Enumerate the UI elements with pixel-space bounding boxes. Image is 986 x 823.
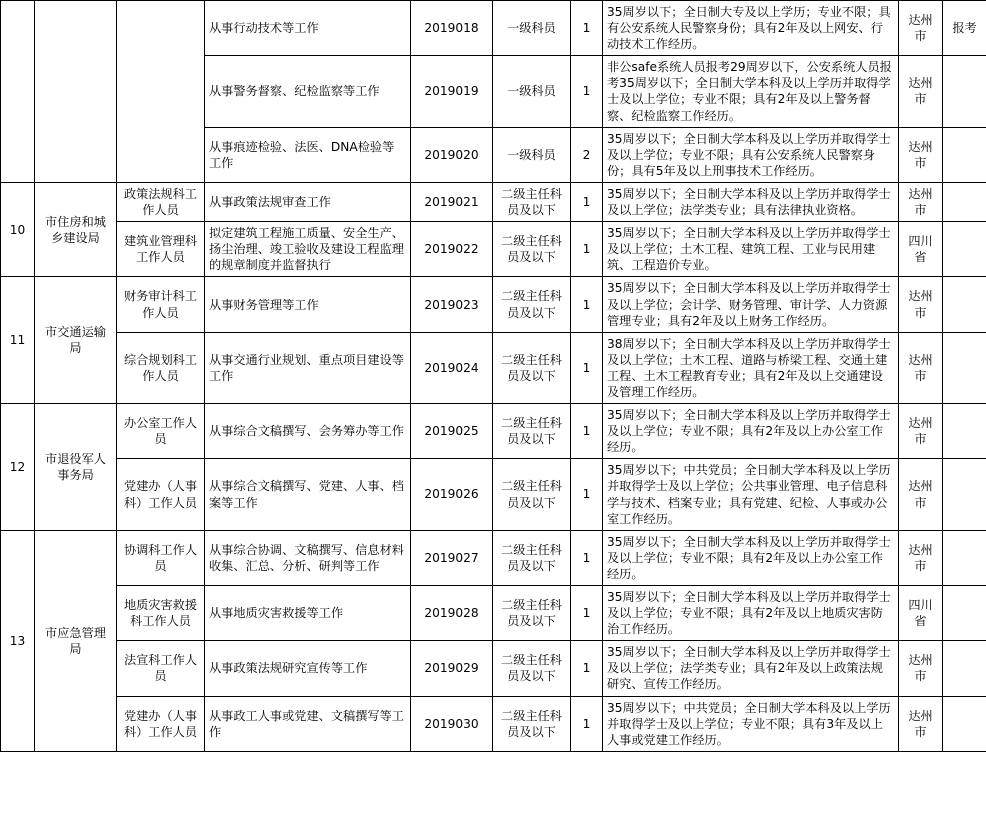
cell-requirements: 35周岁以下；全日制大学本科及以上学历并取得学士及以上学位；土木工程、建筑工程、工业与民用建筑、工程造价专业。 <box>603 222 899 277</box>
cell-rank: 二级主任科员及以下 <box>493 459 571 530</box>
cell-rank: 二级主任科员及以下 <box>493 222 571 277</box>
cell-requirements: 非公safe系统人员报考29周岁以下，公安系统人员报考35周岁以下；全日制大学本科及以上学历并取得学士及以上学位；专业不限；具有2年及以上警务督察、纪检监察工作经历。 <box>603 56 899 127</box>
cell-dept: 市交通运输局 <box>35 277 117 404</box>
table-row <box>1 1 986 56</box>
cell-rank: 一级科员 <box>493 127 571 182</box>
cell-location: 达州市 <box>899 696 943 751</box>
table-row <box>1 696 986 751</box>
cell-code: 2019021 <box>411 182 493 221</box>
cell-requirements: 35周岁以下；全日制大学本科及以上学历并取得学士及以上学位；专业不限；具有2年及以上办公室工作经历。 <box>603 404 899 459</box>
cell-num: 1 <box>571 332 603 403</box>
table-row <box>1 459 986 530</box>
cell-location: 达州市 <box>899 277 943 332</box>
cell-remark <box>943 277 986 332</box>
cell-remark <box>943 530 986 585</box>
cell-location: 四川省 <box>899 586 943 641</box>
cell-code: 2019018 <box>411 1 493 56</box>
cell-post: 党建办（人事科）工作人员 <box>117 696 205 751</box>
cell-location: 达州市 <box>899 404 943 459</box>
cell-no: 13 <box>1 530 35 751</box>
cell-duty: 从事政策法规研究宣传等工作 <box>205 641 411 696</box>
cell-post: 财务审计科工作人员 <box>117 277 205 332</box>
cell-post: 综合规划科工作人员 <box>117 332 205 403</box>
cell-requirements: 35周岁以下；中共党员；全日制大学本科及以上学历并取得学士及以上学位；公共事业管理、电子信息科学与技术、档案专业；具有党建、纪检、人事或办公室工作经历。 <box>603 459 899 530</box>
cell-duty: 从事政工人事或党建、文稿撰写等工作 <box>205 696 411 751</box>
table-row <box>1 530 986 585</box>
cell-location: 达州市 <box>899 641 943 696</box>
cell-remark <box>943 222 986 277</box>
cell-code: 2019027 <box>411 530 493 585</box>
cell-requirements: 35周岁以下；全日制大学本科及以上学历并取得学士及以上学位；专业不限；具有2年及以上地质灾害防治工作经历。 <box>603 586 899 641</box>
cell-location: 四川省 <box>899 222 943 277</box>
cell-location: 达州市 <box>899 332 943 403</box>
cell-remark <box>943 641 986 696</box>
cell-code: 2019023 <box>411 277 493 332</box>
cell-num: 1 <box>571 222 603 277</box>
table-row <box>1 332 986 403</box>
cell-post: 地质灾害救援科工作人员 <box>117 586 205 641</box>
cell-code: 2019030 <box>411 696 493 751</box>
cell-remark: 报考 <box>943 1 986 56</box>
cell-location: 达州市 <box>899 127 943 182</box>
cell-requirements: 35周岁以下；全日制大学本科及以上学历并取得学士及以上学位；专业不限；具有公安系统人民警察身份；具有5年及以上刑事技术工作经历。 <box>603 127 899 182</box>
cell-rank: 二级主任科员及以下 <box>493 404 571 459</box>
table-row <box>1 182 986 221</box>
cell-location: 达州市 <box>899 530 943 585</box>
cell-rank: 二级主任科员及以下 <box>493 586 571 641</box>
cell-post: 建筑业管理科工作人员 <box>117 222 205 277</box>
cell-no <box>1 1 35 183</box>
table-row <box>1 222 986 277</box>
table-row <box>1 404 986 459</box>
cell-num: 1 <box>571 277 603 332</box>
cell-duty: 从事财务管理等工作 <box>205 277 411 332</box>
cell-post: 政策法规科工作人员 <box>117 182 205 221</box>
cell-code: 2019022 <box>411 222 493 277</box>
cell-code: 2019020 <box>411 127 493 182</box>
table-row <box>1 277 986 332</box>
cell-num: 1 <box>571 459 603 530</box>
cell-num: 1 <box>571 641 603 696</box>
cell-post: 法宣科工作人员 <box>117 641 205 696</box>
cell-num: 1 <box>571 696 603 751</box>
cell-no: 12 <box>1 404 35 531</box>
cell-remark <box>943 127 986 182</box>
cell-remark <box>943 586 986 641</box>
cell-rank: 一级科员 <box>493 56 571 127</box>
cell-code: 2019024 <box>411 332 493 403</box>
cell-rank: 二级主任科员及以下 <box>493 277 571 332</box>
cell-num: 1 <box>571 586 603 641</box>
cell-num: 1 <box>571 404 603 459</box>
cell-duty: 拟定建筑工程施工质量、安全生产、扬尘治理、竣工验收及建设工程监理的规章制度并监督执行 <box>205 222 411 277</box>
cell-code: 2019029 <box>411 641 493 696</box>
table-row <box>1 586 986 641</box>
cell-rank: 二级主任科员及以下 <box>493 696 571 751</box>
cell-requirements: 35周岁以下；全日制大专及以上学历；专业不限；具有公安系统人民警察身份；具有2年及以上网安、行动技术工作经历。 <box>603 1 899 56</box>
cell-location: 达州市 <box>899 182 943 221</box>
cell-no: 10 <box>1 182 35 276</box>
cell-requirements: 35周岁以下；全日制大学本科及以上学历并取得学士及以上学位；法学类专业；具有2年及以上政策法规研究、宣传工作经历。 <box>603 641 899 696</box>
cell-no: 11 <box>1 277 35 404</box>
cell-rank: 二级主任科员及以下 <box>493 530 571 585</box>
cell-remark <box>943 56 986 127</box>
cell-rank: 二级主任科员及以下 <box>493 641 571 696</box>
cell-num: 1 <box>571 530 603 585</box>
cell-dept: 市住房和城乡建设局 <box>35 182 117 276</box>
cell-remark <box>943 404 986 459</box>
cell-duty: 从事综合协调、文稿撰写、信息材料收集、汇总、分析、研判等工作 <box>205 530 411 585</box>
cell-remark <box>943 182 986 221</box>
cell-duty: 从事综合文稿撰写、党建、人事、档案等工作 <box>205 459 411 530</box>
cell-remark <box>943 459 986 530</box>
table-row <box>1 641 986 696</box>
cell-rank: 二级主任科员及以下 <box>493 332 571 403</box>
cell-remark <box>943 332 986 403</box>
cell-requirements: 38周岁以下；全日制大学本科及以上学历并取得学士及以上学位；土木工程、道路与桥梁工程、交通土建工程、土木工程教育专业；具有2年及以上交通建设及管理工作经历。 <box>603 332 899 403</box>
cell-num: 1 <box>571 182 603 221</box>
cell-duty: 从事交通行业规划、重点项目建设等工作 <box>205 332 411 403</box>
cell-dept <box>35 1 117 183</box>
cell-requirements: 35周岁以下；全日制大学本科及以上学历并取得学士及以上学位；法学类专业；具有法律执业资格。 <box>603 182 899 221</box>
cell-remark <box>943 696 986 751</box>
cell-duty: 从事警务督察、纪检监察等工作 <box>205 56 411 127</box>
cell-requirements: 35周岁以下；全日制大学本科及以上学历并取得学士及以上学位；专业不限；具有2年及以上办公室工作经历。 <box>603 530 899 585</box>
cell-location: 达州市 <box>899 459 943 530</box>
cell-code: 2019028 <box>411 586 493 641</box>
cell-post: 办公室工作人员 <box>117 404 205 459</box>
cell-post: 党建办（人事科）工作人员 <box>117 459 205 530</box>
cell-duty: 从事政策法规审查工作 <box>205 182 411 221</box>
cell-duty: 从事综合文稿撰写、会务筹办等工作 <box>205 404 411 459</box>
cell-code: 2019026 <box>411 459 493 530</box>
cell-rank: 二级主任科员及以下 <box>493 182 571 221</box>
cell-code: 2019025 <box>411 404 493 459</box>
cell-dept: 市应急管理局 <box>35 530 117 751</box>
cell-requirements: 35周岁以下；全日制大学本科及以上学历并取得学士及以上学位；会计学、财务管理、审计学、人力资源管理专业；具有2年及以上财务工作经历。 <box>603 277 899 332</box>
cell-requirements: 35周岁以下；中共党员；全日制大学本科及以上学历并取得学士及以上学位；专业不限；具有3年及以上人事或党建工作经历。 <box>603 696 899 751</box>
cell-code: 2019019 <box>411 56 493 127</box>
cell-duty: 从事地质灾害救援等工作 <box>205 586 411 641</box>
cell-post: 协调科工作人员 <box>117 530 205 585</box>
cell-duty: 从事行动技术等工作 <box>205 1 411 56</box>
cell-rank: 一级科员 <box>493 1 571 56</box>
cell-num: 2 <box>571 127 603 182</box>
cell-location: 达州市 <box>899 56 943 127</box>
cell-duty: 从事痕迹检验、法医、DNA检验等工作 <box>205 127 411 182</box>
cell-post <box>117 1 205 183</box>
cell-location: 达州市 <box>899 1 943 56</box>
cell-num: 1 <box>571 56 603 127</box>
cell-num: 1 <box>571 1 603 56</box>
cell-dept: 市退役军人事务局 <box>35 404 117 531</box>
